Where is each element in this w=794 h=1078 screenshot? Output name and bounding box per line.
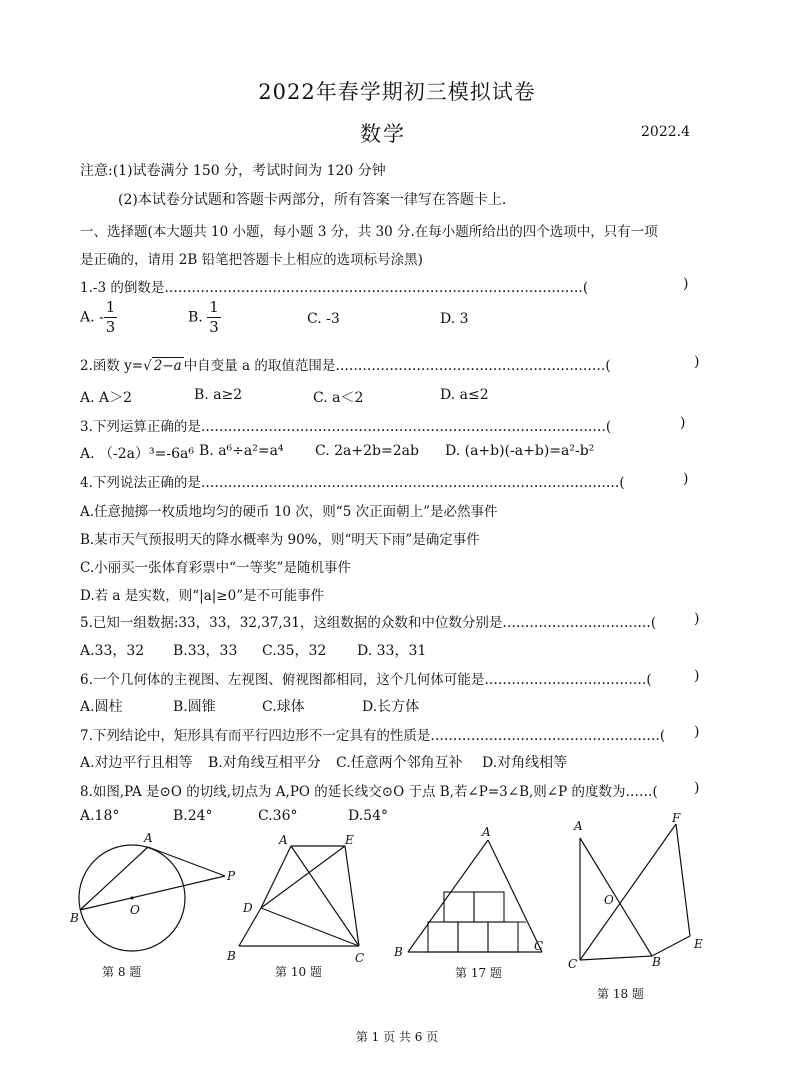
fig10-label-a: A [279, 833, 288, 847]
question-8-stem: 8.如图,PA 是⊙O 的切线,切点为 A,PO 的延长线交⊙O 于点 B,若∠P=3∠B,则∠P 的度数为……( [80, 784, 658, 800]
question-6-option-b: B.圆锥 [173, 699, 216, 715]
figure-18-quadrilateral [560, 808, 710, 978]
question-2-option-a: A. A＞2 [80, 390, 133, 406]
figure-10-trapezoid [225, 828, 375, 968]
question-5-stem: 5.已知一组数据:33，33，32,37,31，这组数据的众数和中位数分别是……………………………( [80, 615, 657, 631]
question-1-option-d: D. 3 [440, 311, 469, 327]
question-3-option-d: D. (a+b)(-a+b)=a²-b² [445, 443, 595, 459]
exam-title: 2022年春学期初三模拟试卷 [258, 80, 536, 104]
fraction: $\frac{1}{3}$ [209, 298, 219, 336]
fig8-label-b: B [70, 911, 79, 925]
square-root: √ 2−a [143, 358, 182, 374]
question-6-answer-paren: ) [694, 668, 700, 684]
question-7-stem: 7.下列结论中，矩形具有而平行四边形不一定具有的性质是……………………………………………( [80, 728, 666, 744]
question-8-option-c: C.36° [258, 808, 298, 824]
question-8-answer-paren: ) [694, 780, 700, 796]
figure-8-caption: 第 8 题 [102, 965, 142, 979]
question-3-option-b: B. a⁶÷a²=a⁴ [199, 443, 284, 459]
fig10-label-c: C [355, 951, 365, 965]
note-1: 注意:(1)试卷满分 150 分，考试时间为 120 分钟 [80, 163, 386, 179]
question-7-option-c: C.任意两个邻角互补 [336, 755, 463, 771]
question-2-answer-paren: ) [694, 354, 700, 370]
question-7-option-d: D.对角线相等 [482, 755, 568, 771]
question-5-option-b: B.33，33 [173, 643, 238, 659]
page-number: 第 1 页 共 6 页 [355, 1030, 439, 1044]
question-1-answer-paren: ) [683, 276, 689, 292]
fig17-label-a: A [482, 825, 491, 839]
question-6-option-d: D.长方体 [362, 699, 420, 715]
figure-17-caption: 第 17 题 [455, 966, 502, 980]
question-4-option-c: C.小丽买一张体育彩票中“一等奖”是随机事件 [80, 560, 351, 576]
fig18-label-o: O [604, 893, 614, 907]
section-instructions-line2: 是正确的，请用 2B 铅笔把答题卡上相应的选项标号涂黑) [80, 252, 423, 268]
question-2-option-c: C. a＜2 [313, 390, 364, 406]
subject-title: 数学 [360, 122, 406, 146]
fig18-label-e: E [694, 937, 703, 951]
fig8-label-o: O [130, 903, 140, 917]
question-1-stem: 1.-3 的倒数是…………………………………………………………………………………( [80, 280, 589, 296]
question-3-answer-paren: ) [680, 415, 686, 431]
question-3-option-a: A. （-2a）³=-6a⁶ [80, 446, 194, 462]
question-7-option-a: A.对边平行且相等 [80, 755, 193, 771]
question-4-option-b: B.某市天气预报明天的降水概率为 90%，则“明天下雨”是确定事件 [80, 532, 480, 548]
question-3-option-c: C. 2a+2b=2ab [315, 443, 419, 459]
fraction: $\frac{1}{3}$ [105, 298, 116, 336]
question-8-option-a: A.18° [80, 808, 120, 824]
fig18-label-c: C [568, 957, 578, 971]
question-4-option-d: D.若 a 是实数，则“|a|≥0”是不可能事件 [80, 588, 325, 604]
question-8-option-d: D.54° [348, 808, 388, 824]
fig18-label-f: F [672, 811, 681, 825]
figure-17-triangle-squares [392, 822, 552, 962]
question-4-option-a: A.任意抛掷一枚质地均匀的硬币 10 次，则“5 次正面朝上”是必然事件 [80, 504, 498, 520]
fig10-label-e: E [345, 833, 354, 847]
question-6-option-c: C.球体 [262, 699, 305, 715]
question-4-stem: 4.下列说法正确的是…………………………………………………………………………………( [80, 475, 625, 491]
fig18-label-b: B [652, 955, 661, 969]
fig8-label-a: A [144, 831, 153, 845]
fig10-label-d: D [243, 901, 253, 915]
figure-8-circle-tangent [60, 830, 250, 960]
question-3-stem: 3.下列运算正确的是………………………………………………………………………………( [80, 419, 612, 435]
question-5-option-d: D. 33，31 [357, 643, 427, 659]
question-6-stem: 6.一个几何体的主视图、左视图、俯视图都相同，这个几何体可能是………………………………( [80, 672, 652, 688]
figure-10-caption: 第 10 题 [275, 965, 322, 979]
question-1-option-b: B. $\frac{1}{3}$ [188, 298, 219, 336]
exam-date: 2022.4 [641, 124, 690, 140]
question-1-option-a: A. - $\frac{1}{3}$ [80, 298, 116, 336]
question-2-option-b: B. a≥2 [194, 387, 243, 403]
fig18-label-a: A [574, 819, 583, 833]
fig17-label-c: C [534, 939, 544, 953]
fig10-label-b: B [227, 949, 236, 963]
fig17-label-b: B [394, 945, 403, 959]
question-7-answer-paren: ) [694, 724, 700, 740]
note-2: (2)本试卷分试题和答题卡两部分，所有答案一律写在答题卡上. [118, 192, 507, 208]
question-7-option-b: B.对角线互相平分 [208, 755, 321, 771]
question-8-option-b: B.24° [173, 808, 213, 824]
question-6-option-a: A.圆柱 [80, 699, 123, 715]
question-1-option-c: C. -3 [307, 311, 340, 327]
question-5-option-a: A.33，32 [80, 643, 145, 659]
figure-18-caption: 第 18 题 [597, 987, 644, 1001]
question-2-stem: 2.函数 y=√ 2−a 中自变量 a 的取值范围是……………………………………………………( [80, 358, 611, 374]
question-2-option-d: D. a≤2 [440, 387, 489, 403]
question-5-answer-paren: ) [694, 611, 700, 627]
section-instructions-line1: 一、选择题(本大题共 10 小题，每小题 3 分，共 30 分.在每小题所给出的四个选项中，只有一项 [80, 224, 658, 240]
fig8-label-p: P [227, 869, 236, 883]
question-5-option-c: C.35，32 [262, 643, 327, 659]
question-4-answer-paren: ) [683, 471, 689, 487]
